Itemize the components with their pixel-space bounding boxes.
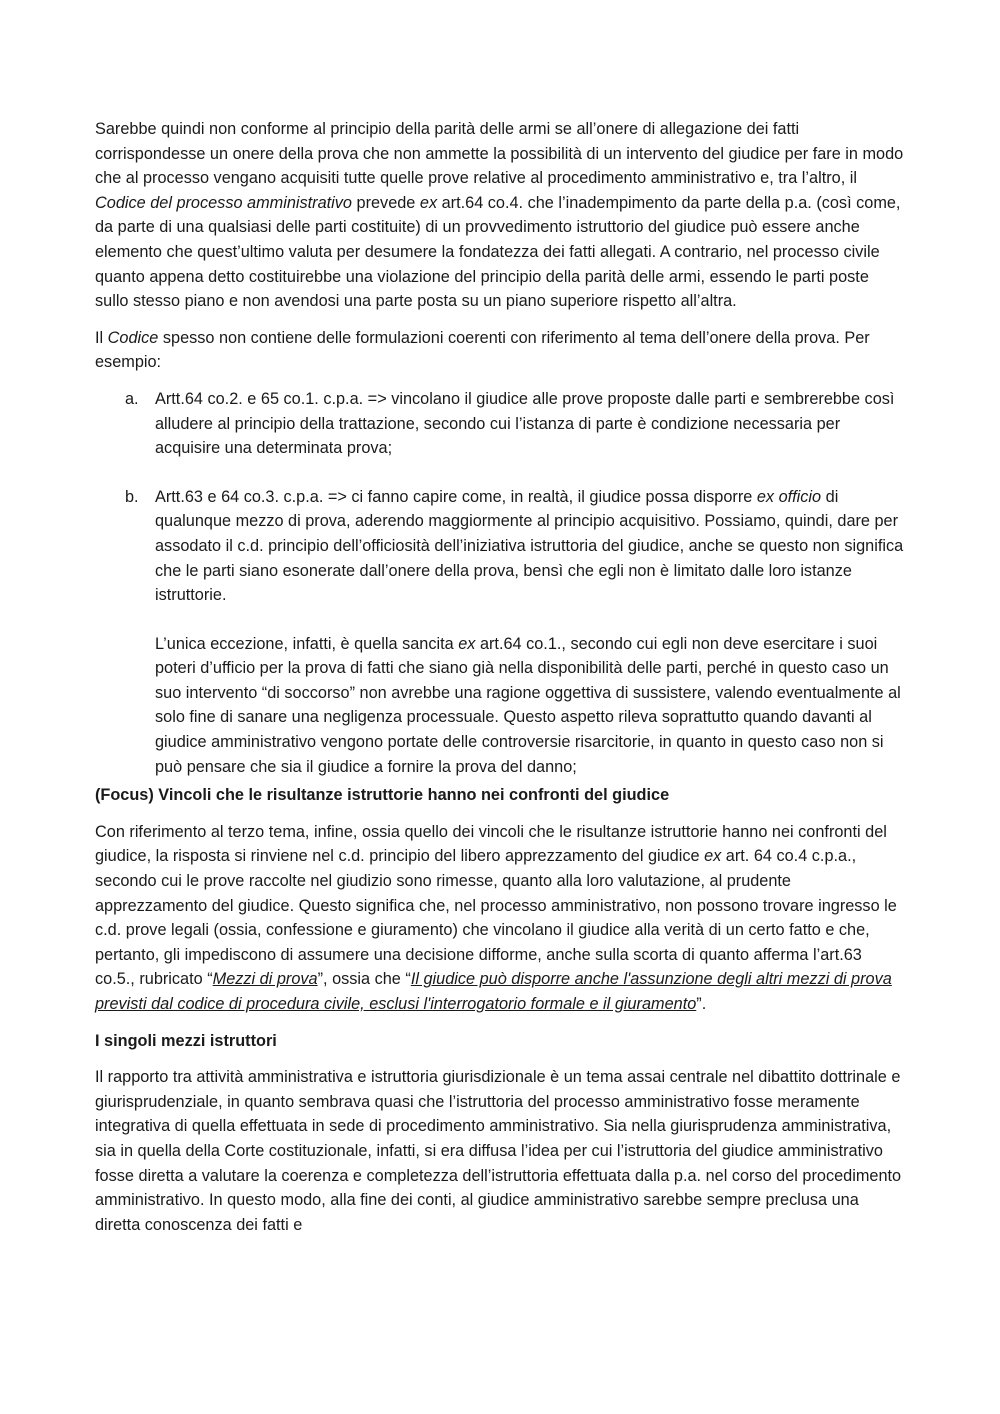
- text-run: prevede: [352, 193, 420, 212]
- italic-run: ex: [458, 634, 476, 653]
- text-run: ”.: [696, 995, 707, 1013]
- text-run: di qualunque mezzo di prova, aderendo maggiormente al principio acquisitivo. Possiamo, quindi, dare per assodato il c.d. principio dell’officiosità dell’iniziativa istruttoria del giudice, anche se questo non significa che le parti siano esonerate dall’onere della prova, bensì che egli non è limitato dalle loro istanze istruttorie.: [155, 487, 904, 605]
- text-run: art.64 co.1., secondo cui egli non deve esercitare i suoi poteri d’ufficio per la prova di fatti che siano già nella disponibilità delle parti, perché in questo caso un suo intervento “di soccorso” non avrebbe una ragione oggettiva di sussistere, valendo eventualmente al solo fine di sanare una negligenza processuale. Questo aspetto rileva soprattutto quando davanti al giudice amministrativo vengono portate delle controversie risarcitorie, in quanto in questo caso non si può pensare che sia il giudice a fornire la prova del danno;: [155, 634, 901, 776]
- paragraph-parita-armi: [95, 117, 905, 314]
- paragraph-focus: [95, 820, 905, 1017]
- section-heading-focus: (Focus) Vincoli che le risultanze istruttorie hanno nei confronti del giudice: [95, 786, 670, 805]
- list-item-subparagraph: [155, 632, 905, 780]
- italic-run: Codice: [107, 328, 159, 347]
- section-heading-mezzi: I singoli mezzi istruttori: [95, 1031, 277, 1050]
- quoted-rubric: Mezzi di prova: [212, 970, 318, 989]
- paragraph-codice: [95, 326, 905, 375]
- text-run: art. 64 co.4 c.p.a., secondo cui le prove raccolte nel giudizio sono rimesse, quanto alla loro valutazione, al prudente apprezzamento del giudice. Questo significa che, nel processo amministrativo, non possono trovare ingresso le c.d. prove legali (ossia, confessione e giuramento) che vincolano il giudice alla verità di un certo fatto e che, pertanto, gli impediscono di assumere una decisione difforme, anche sulla scorta di quanto afferma l’art.63 co.5., rubricato “: [95, 847, 897, 989]
- examples-list: [95, 387, 905, 779]
- text-run: Il: [95, 328, 108, 347]
- list-marker: a.: [125, 389, 139, 408]
- paragraph-rapporto: Il rapporto tra attività amministrativa e istruttoria giurisdizionale è un tema assai centrale nel dibattito dottrinale e giurisprudenziale, in quanto sembrava quasi che l’istruttoria del processo amministrativo fosse meramente integrativa di quella effettuata in sede di procedimento amministrativo. Sia nella giurisprudenza amministrativa, sia in quella della Corte costituzionale, infatti, si era diffusa l’idea per cui l’istruttoria del giudice amministrativo fosse diretta a valutare la coerenza e completezza dell’istruttoria effettuata dalla p.a. nel corso del procedimento amministrativo. In questo modo, alla fine dei conti, al giudice amministrativo sarebbe sempre preclusa una diretta conoscenza dei fatti e: [95, 1068, 902, 1234]
- quoted-article-text: Il giudice può disporre anche l'assunzione degli altri mezzi di prova previsti dal codice di procedura civile, esclusi l'interrogatorio formale e il giuramento: [95, 970, 892, 1013]
- italic-run: ex officio: [756, 487, 822, 506]
- text-run: L’unica eccezione, infatti, è quella sancita: [155, 634, 459, 653]
- list-item-a: [95, 387, 905, 461]
- text-run: Sarebbe quindi non conforme al principio della parità delle armi se all’onere di allegazione dei fatti corrispondesse un onere della prova che non ammette la possibilità di un intervento del giudice per fare in modo che al processo vengano acquisiti tutte quelle prove relative al procedimento amministrativo e, tra l’altro, il: [95, 120, 904, 188]
- italic-run: ex: [419, 193, 438, 212]
- list-marker: b.: [125, 487, 139, 506]
- text-run: spesso non contiene delle formulazioni coerenti con riferimento al tema dell’onere della prova. Per esempio:: [95, 328, 870, 372]
- list-item-text: [155, 485, 905, 608]
- text-run: Artt.63 e 64 co.3. c.p.a. => ci fanno capire come, in realtà, il giudice possa disporre: [155, 487, 757, 506]
- list-item-b: [95, 485, 905, 780]
- list-item-text: Artt.64 co.2. e 65 co.1. c.p.a. => vincolano il giudice alle prove proposte dalle parti e sembrerebbe così alludere al principio della trattazione, secondo cui l’istanza di parte è condizione necessaria per acquisire una determinata prova;: [155, 389, 895, 458]
- italic-run: Codice del processo amministrativo: [95, 193, 352, 212]
- text-run: Con riferimento al terzo tema, infine, ossia quello dei vincoli che le risultanze istruttorie hanno nei confronti del giudice, la risposta si rinviene nel c.d. principio del libero apprezzamento del giudice: [95, 822, 887, 866]
- text-run: art.64 co.4. che l’inadempimento da parte della p.a. (così come, da parte di una qualsiasi delle parti costituite) di un provvedimento istruttorio del giudice può essere anche elemento che quest’ultimo valuta per desumere la fondatezza dei fatti allegati. A contrario, nel processo civile quanto appena detto costituirebbe una violazione del principio della parità delle armi, essendo le parti poste sullo stesso piano e non avendosi una parte posta su un piano superiore rispetto all’altra.: [95, 193, 901, 311]
- text-run: ”, ossia che “: [317, 970, 411, 989]
- italic-run: ex: [704, 847, 722, 866]
